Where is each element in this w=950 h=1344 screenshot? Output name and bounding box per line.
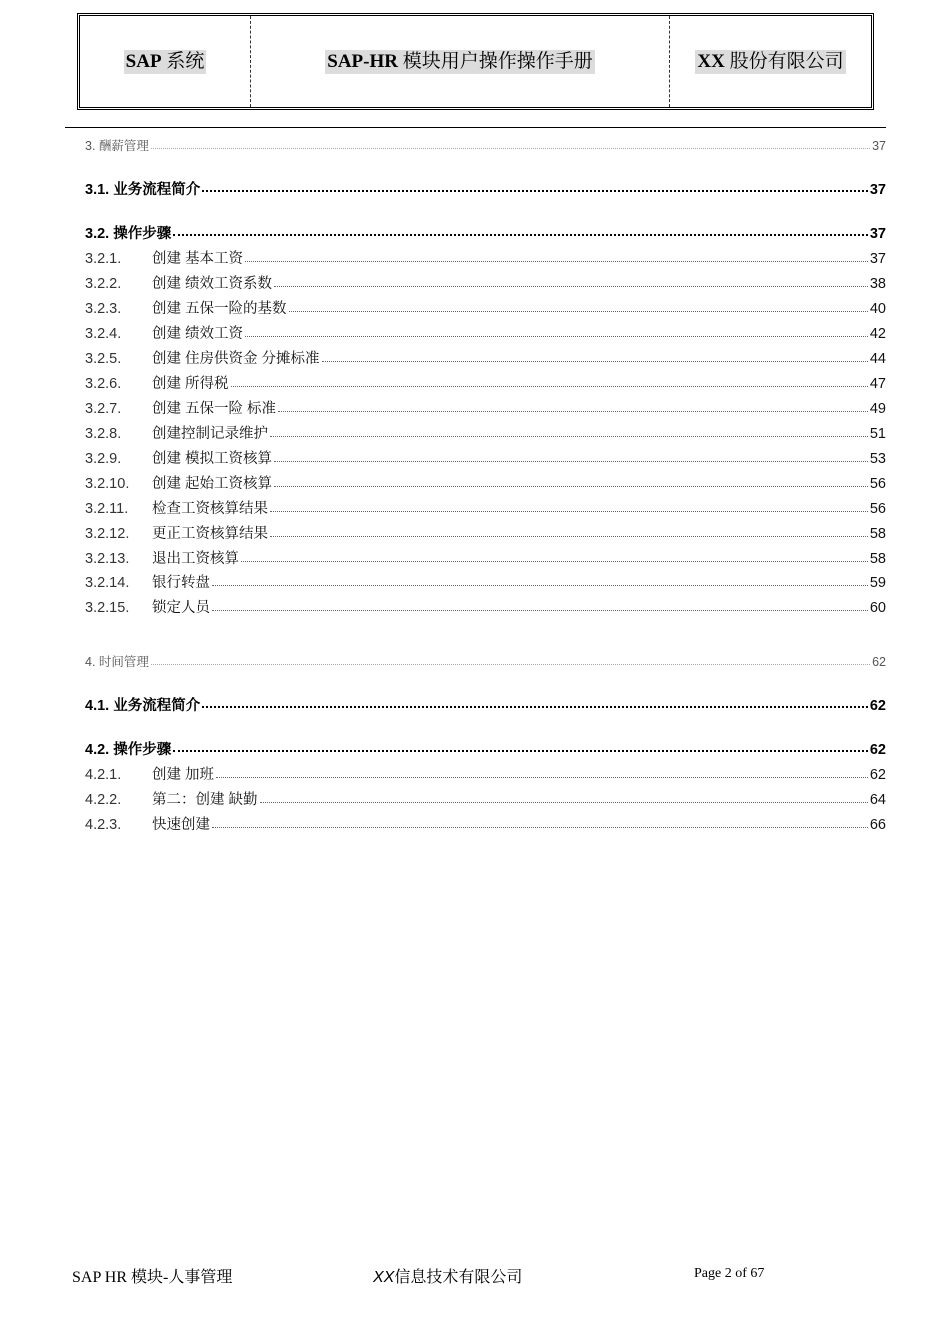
toc-number: 4.2.2. bbox=[85, 792, 122, 808]
toc-leader bbox=[151, 664, 870, 665]
toc-page: 58 bbox=[869, 551, 886, 567]
toc-entry[interactable] bbox=[85, 447, 886, 465]
toc-title: 检查工资核算结果 bbox=[152, 501, 268, 517]
toc-number: 3.2.12. bbox=[85, 526, 130, 542]
toc-title: 创建 住房供资金 分摊标准 bbox=[152, 351, 320, 367]
header-table bbox=[77, 13, 874, 110]
toc-leader bbox=[289, 311, 868, 312]
toc-entry[interactable] bbox=[85, 652, 886, 668]
toc-number: 3.2.14. bbox=[85, 575, 130, 591]
toc-page: 64 bbox=[869, 792, 886, 808]
toc-leader bbox=[270, 436, 868, 437]
toc-page: 58 bbox=[869, 526, 886, 542]
toc-title: 锁定人员 bbox=[152, 600, 210, 616]
footer-company-name: 信息技术有限公司 bbox=[394, 1269, 523, 1286]
toc-leader bbox=[173, 750, 868, 752]
toc-leader bbox=[245, 336, 868, 337]
toc-title: 创建 基本工资 bbox=[152, 251, 244, 267]
toc-entry[interactable] bbox=[85, 497, 886, 515]
toc-leader bbox=[274, 486, 868, 487]
toc-entry[interactable] bbox=[85, 397, 886, 415]
footer-company-xx: XX bbox=[373, 1269, 395, 1286]
toc-entry[interactable] bbox=[85, 571, 886, 589]
toc-leader bbox=[274, 286, 868, 287]
toc-leader bbox=[212, 610, 868, 611]
toc-entry[interactable] bbox=[85, 547, 886, 565]
toc-title: 创建 加班 bbox=[152, 767, 215, 783]
toc-page: 62 bbox=[869, 742, 886, 758]
toc-page: 59 bbox=[869, 575, 886, 591]
toc-title: 4. 时间管理 bbox=[85, 655, 149, 669]
toc-leader bbox=[202, 706, 868, 708]
toc-page: 66 bbox=[869, 817, 886, 833]
toc-entry[interactable] bbox=[85, 813, 886, 831]
toc-entry[interactable] bbox=[85, 178, 886, 196]
toc-leader bbox=[231, 386, 868, 387]
toc-page: 51 bbox=[869, 426, 886, 442]
toc-title: 4.2. 操作步骤 bbox=[85, 742, 172, 758]
footer-company-label bbox=[373, 1264, 522, 1284]
toc-entry[interactable] bbox=[85, 763, 886, 781]
toc-entry[interactable] bbox=[85, 788, 886, 806]
toc-title: 银行转盘 bbox=[152, 575, 210, 591]
toc-leader bbox=[245, 261, 868, 262]
toc-title: 第二：创建 缺勤 bbox=[152, 792, 258, 808]
toc-page: 37 bbox=[869, 226, 886, 242]
header-company-label: XX 股份有限公司 bbox=[697, 50, 844, 72]
toc-page: 47 bbox=[869, 376, 886, 392]
toc-title: 创建 五保一险 标准 bbox=[152, 401, 277, 417]
toc-leader bbox=[278, 411, 868, 412]
toc-page: 37 bbox=[869, 251, 886, 267]
toc-entry[interactable] bbox=[85, 522, 886, 540]
toc-leader bbox=[151, 148, 870, 149]
toc-entry[interactable] bbox=[85, 347, 886, 365]
toc-page: 38 bbox=[869, 276, 886, 292]
toc-number: 3.2.11. bbox=[85, 501, 129, 517]
toc-leader bbox=[216, 777, 868, 778]
toc-page: 37 bbox=[872, 139, 886, 153]
toc-leader bbox=[241, 561, 868, 562]
header-divider bbox=[65, 127, 886, 128]
toc-number: 3.2.2. bbox=[85, 276, 122, 292]
header-cell-company bbox=[670, 16, 871, 107]
toc-page: 62 bbox=[869, 767, 886, 783]
toc-page: 53 bbox=[869, 451, 886, 467]
toc-page: 40 bbox=[869, 301, 886, 317]
toc-title: 更正工资核算结果 bbox=[152, 526, 268, 542]
toc-leader bbox=[270, 511, 868, 512]
toc-leader bbox=[212, 827, 868, 828]
toc-title: 3.2. 操作步骤 bbox=[85, 226, 172, 242]
toc-number: 3.2.15. bbox=[85, 600, 130, 616]
toc-leader bbox=[202, 190, 868, 192]
toc-entry[interactable] bbox=[85, 247, 886, 265]
header-cell-manual bbox=[251, 16, 670, 107]
toc-entry[interactable] bbox=[85, 694, 886, 712]
header-system-label: SAP 系统 bbox=[125, 50, 205, 72]
toc-title: 4.1. 业务流程简介 bbox=[85, 698, 201, 714]
toc-title: 创建控制记录维护 bbox=[152, 426, 268, 442]
toc-entry[interactable] bbox=[85, 297, 886, 315]
footer-module-label: SAP HR 模块-人事管理 bbox=[72, 1269, 233, 1286]
toc-number: 4.2.1. bbox=[85, 767, 122, 783]
toc-title: 3.1. 业务流程简介 bbox=[85, 182, 201, 198]
toc-page: 44 bbox=[869, 351, 886, 367]
toc-entry[interactable] bbox=[85, 272, 886, 290]
toc-number: 3.2.4. bbox=[85, 326, 122, 342]
toc-number: 3.2.1. bbox=[85, 251, 122, 267]
toc-number: 3.2.8. bbox=[85, 426, 122, 442]
toc-leader bbox=[322, 361, 868, 362]
toc-title: 退出工资核算 bbox=[152, 551, 239, 567]
header-cell-system bbox=[80, 16, 251, 107]
toc-page: 56 bbox=[869, 501, 886, 517]
toc-entry[interactable] bbox=[85, 222, 886, 240]
toc-number: 3.2.7. bbox=[85, 401, 122, 417]
toc-title: 创建 所得税 bbox=[152, 376, 229, 392]
toc-page: 42 bbox=[869, 326, 886, 342]
toc-title: 3. 酬薪管理 bbox=[85, 139, 149, 153]
toc-entry[interactable] bbox=[85, 136, 886, 152]
toc-number: 3.2.3. bbox=[85, 301, 122, 317]
toc-leader bbox=[173, 234, 868, 236]
toc-entry[interactable] bbox=[85, 322, 886, 340]
toc-leader bbox=[270, 536, 868, 537]
toc-page: 56 bbox=[869, 476, 886, 492]
toc-number: 3.2.13. bbox=[85, 551, 130, 567]
toc-number: 4.2.3. bbox=[85, 817, 122, 833]
toc-title: 创建 起始工资核算 bbox=[152, 476, 273, 492]
toc-page: 37 bbox=[869, 182, 886, 198]
toc-page: 62 bbox=[872, 655, 886, 669]
footer-page-number: Page 2 of 67 bbox=[694, 1266, 765, 1281]
toc-entry[interactable] bbox=[85, 738, 886, 756]
toc-entry[interactable] bbox=[85, 372, 886, 390]
toc-title: 创建 绩效工资系数 bbox=[152, 276, 273, 292]
toc-title: 快速创建 bbox=[152, 817, 210, 833]
toc-entry[interactable] bbox=[85, 596, 886, 614]
toc-number: 3.2.5. bbox=[85, 351, 122, 367]
toc-page: 60 bbox=[869, 600, 886, 616]
toc-page: 49 bbox=[869, 401, 886, 417]
toc-number: 3.2.9. bbox=[85, 451, 122, 467]
toc-title: 创建 模拟工资核算 bbox=[152, 451, 273, 467]
toc-number: 3.2.6. bbox=[85, 376, 122, 392]
toc-leader bbox=[212, 585, 868, 586]
toc-page: 62 bbox=[869, 698, 886, 714]
toc-title: 创建 绩效工资 bbox=[152, 326, 244, 342]
toc-number: 3.2.10. bbox=[85, 476, 130, 492]
toc-leader bbox=[260, 802, 868, 803]
toc-entry[interactable] bbox=[85, 422, 886, 440]
toc-leader bbox=[274, 461, 868, 462]
header-manual-title: SAP-HR 模块用户操作操作手册 bbox=[327, 50, 593, 72]
toc-title: 创建 五保一险的基数 bbox=[152, 301, 287, 317]
toc-entry[interactable] bbox=[85, 472, 886, 490]
